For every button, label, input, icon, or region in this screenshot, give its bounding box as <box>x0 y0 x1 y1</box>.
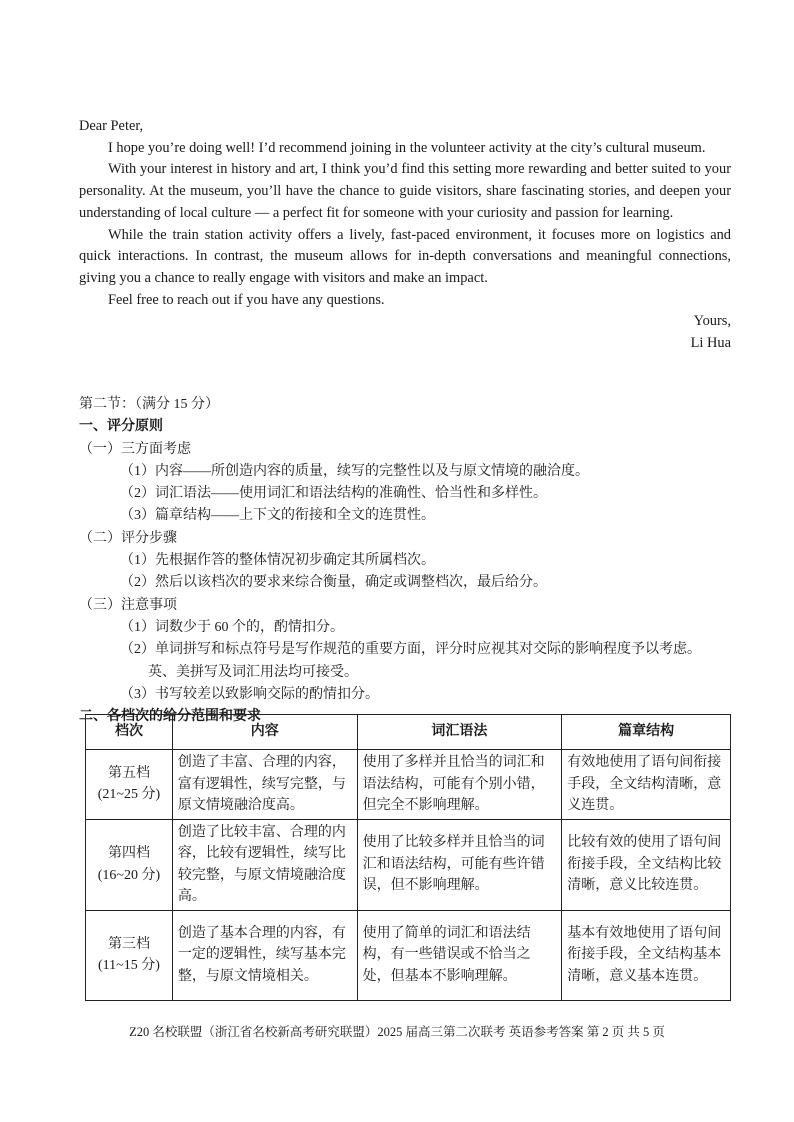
principles-part3-item: （1）词数少于 60 个的，酌情扣分。 <box>120 619 344 635</box>
level-score: (16~20 分) <box>97 867 161 883</box>
principles-title: 一、评分原则 <box>79 419 163 435</box>
principles-part1-item: （2）词汇语法——使用词汇和语法结构的准确性、恰当性和多样性。 <box>120 486 547 502</box>
principles-part1-title: （一）三方面考虑 <box>79 441 191 457</box>
principles-part2-item: （1）先根据作答的整体情况初步确定其所属档次。 <box>120 553 435 569</box>
vocab-cell: 使用了简单的词汇和语法结构，有一些错误或不恰当之处，但基本不影响理解。 <box>357 910 562 1000</box>
section-two <box>79 394 739 728</box>
vocab-cell: 使用了比较多样并且恰当的词汇和语法结构，可能有些许错误，但不影响理解。 <box>357 819 562 910</box>
table-row <box>86 910 731 1000</box>
principles-part2-item: （2）然后以该档次的要求来综合衡量，确定或调整档次，最后给分。 <box>120 575 547 591</box>
principles-part3-item: （2）单词拼写和标点符号是写作规范的重要方面，评分时应视其对交际的影响程度予以考虑。 <box>120 642 701 658</box>
level-score: (21~25 分) <box>97 787 161 803</box>
letter-paragraph-1: I hope you’re doing well! I’d recommend joining in the volunteer activity at the city’s cultural museum. <box>108 139 706 156</box>
model-letter <box>79 116 731 355</box>
principles-part2-title: （二）评分步骤 <box>79 530 177 546</box>
structure-cell: 基本有效地使用了语句间衔接手段，全文结构基本清晰，意义基本连贯。 <box>562 910 731 1000</box>
principles-part3-item: （3）书写较差以致影响交际的酌情扣分。 <box>120 686 379 702</box>
letter-paragraph-4: Feel free to reach out if you have any questions. <box>108 291 385 308</box>
level-cell <box>86 750 173 820</box>
structure-cell: 有效地使用了语句间衔接手段，全文结构清晰，意义连贯。 <box>562 750 731 820</box>
principles-part1-item: （1）内容——所创造内容的质量，续写的完整性以及与原文情境的融洽度。 <box>120 463 589 479</box>
level-name: 第三档 <box>107 936 150 952</box>
principles-part3-title: （三）注意事项 <box>79 597 177 613</box>
header-vocab-grammar: 词汇语法 <box>357 715 562 750</box>
vocab-cell: 使用了多样并且恰当的词汇和语法结构，可能有个别小错，但完全不影响理解。 <box>357 750 562 820</box>
letter-signature: Li Hua <box>690 335 731 352</box>
header-level: 档次 <box>86 715 173 750</box>
page-footer: Z20 名校联盟（浙江省名校新高考研究联盟）2025 届高三第二次联考 英语参考答案 第 2 页 共 5 页 <box>129 1025 665 1039</box>
content-cell: 创造了比较丰富、合理的内容，比较有逻辑性，续写比较完整，与原文情境融洽度高。 <box>172 819 357 910</box>
letter-closing: Yours, <box>693 313 731 330</box>
level-cell <box>86 819 173 910</box>
table-row <box>86 819 731 910</box>
grading-table <box>85 714 731 1001</box>
content-cell: 创造了基本合理的内容，有一定的逻辑性，续写基本完整，与原文情境相关。 <box>172 910 357 1000</box>
level-name: 第四档 <box>107 846 150 861</box>
level-cell <box>86 910 173 1000</box>
header-structure: 篇章结构 <box>562 715 731 750</box>
table-header-row <box>86 715 731 750</box>
header-content: 内容 <box>172 715 357 750</box>
level-name: 第五档 <box>107 765 150 781</box>
section-heading: 第二节：（满分 15 分） <box>79 397 219 412</box>
structure-cell: 比较有效的使用了语句间衔接手段，全文结构比较清晰，意义比较连贯。 <box>562 819 731 910</box>
letter-paragraph-3: While the train station activity offers a lively, fast-paced environment, it focuses more on logistics and quick interactions. In contrast, the museum allows for in-depth conversations and meaningful connections, giving you a chance to really engage with visitors and make an impact. <box>79 226 731 286</box>
content-cell: 创造了丰富、合理的内容，富有逻辑性，续写完整，与原文情境融洽度高。 <box>172 750 357 820</box>
principles-part1-item: （3）篇章结构——上下文的衔接和全文的连贯性。 <box>120 508 435 524</box>
level-score: (11~15 分) <box>98 958 160 973</box>
letter-paragraph-2: With your interest in history and art, I think you’d find this setting more rewarding and better suited to your personality. At the museum, you’ll have the chance to guide visitors, share fascinating stories, and deepen your understanding of local culture — a perfect fit for someone with your curiosity and passion for learning. <box>79 161 731 221</box>
principles-part3-item-continued: 英、美拼写及词汇用法均可接受。 <box>148 664 358 680</box>
ranges-title: 二、各档次的给分范围和要求 <box>79 709 261 725</box>
table-row <box>86 750 731 820</box>
letter-salutation: Dear Peter, <box>79 118 144 134</box>
